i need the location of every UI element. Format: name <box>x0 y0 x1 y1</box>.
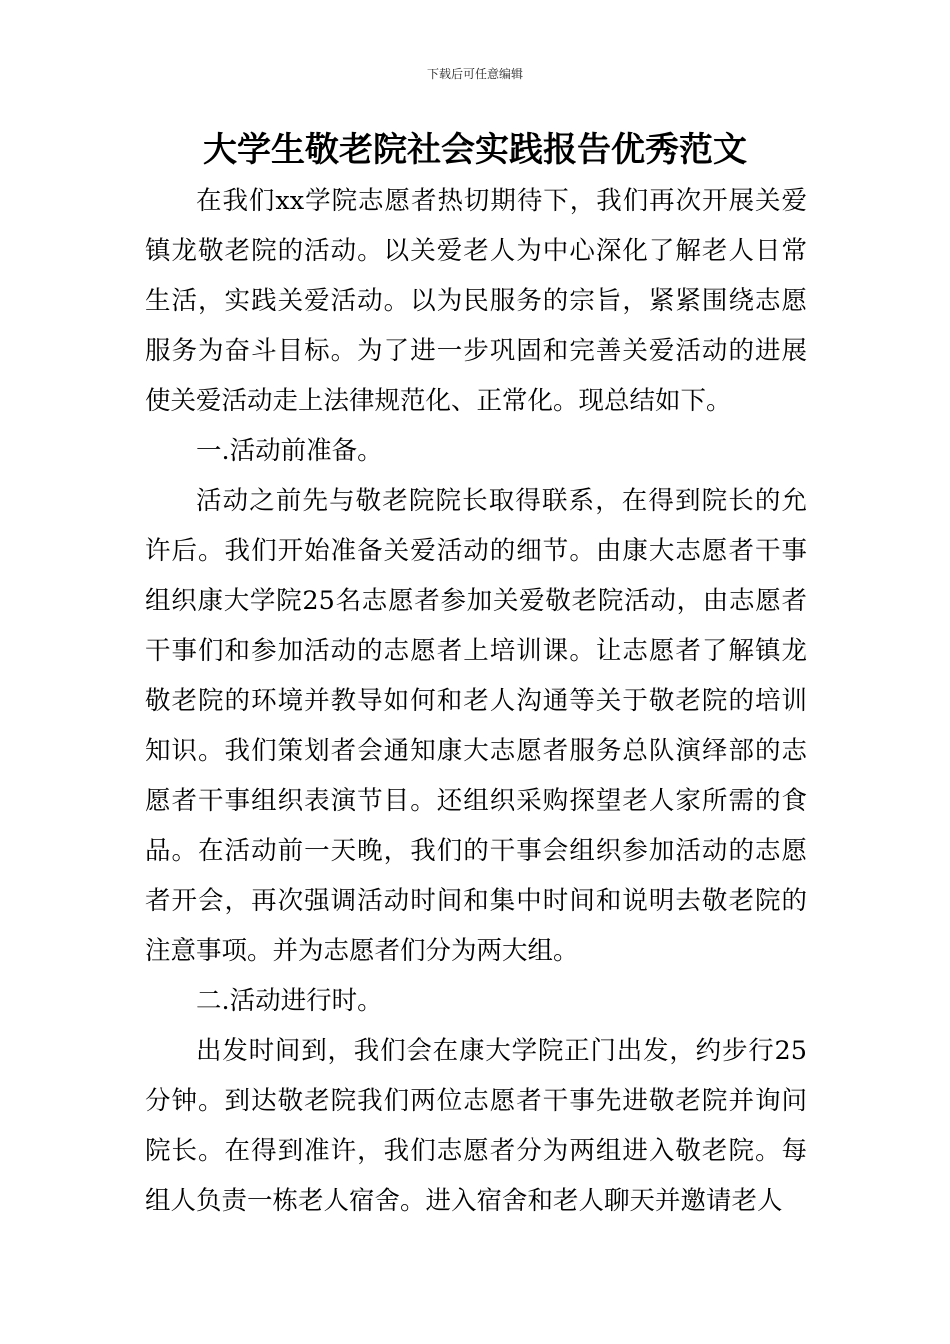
section-heading: 一.活动前准备。 <box>196 436 383 466</box>
body-paragraph: 出发时间到，我们会在康大学院正门出发，约步行25分钟。到达敬老院我们两位志愿者干事先进敬老院并询问院长。在得到准许，我们志愿者分为两组进入敬老院。每组人负责一栋老人宿舍。进入宿舍和老人聊天并邀请老人 <box>145 1036 807 1216</box>
page-header-note: 下载后可任意编辑 <box>426 67 523 81</box>
document-body <box>145 176 807 1226</box>
body-paragraph: 活动之前先与敬老院院长取得联系，在得到院长的允许后。我们开始准备关爱活动的细节。由康大志愿者干事组织康大学院25名志愿者参加关爱敬老院活动，由志愿者干事们和参加活动的志愿者上培训课。让志愿者了解镇龙敬老院的环境并教导如何和老人沟通等关于敬老院的培训知识。我们策划者会通知康大志愿者服务总队演绎部的志愿者干事组织表演节目。还组织采购探望老人家所需的食品。在活动前一天晚，我们的干事会组织参加活动的志愿者开会，再次强调活动时间和集中时间和说明去敬老院的注意事项。并为志愿者们分为两大组。 <box>145 486 807 966</box>
body-paragraph: 在我们xx学院志愿者热切期待下，我们再次开展关爱镇龙敬老院的活动。以关爱老人为中心深化了解老人日常生活，实践关爱活动。以为民服务的宗旨，紧紧围绕志愿服务为奋斗目标。为了进一步巩固和完善关爱活动的进展使关爱活动走上法律规范化、正常化。现总结如下。 <box>145 186 807 416</box>
document-title: 大学生敬老院社会实践报告优秀范文 <box>203 130 747 170</box>
section-heading: 二.活动进行时。 <box>196 986 383 1016</box>
